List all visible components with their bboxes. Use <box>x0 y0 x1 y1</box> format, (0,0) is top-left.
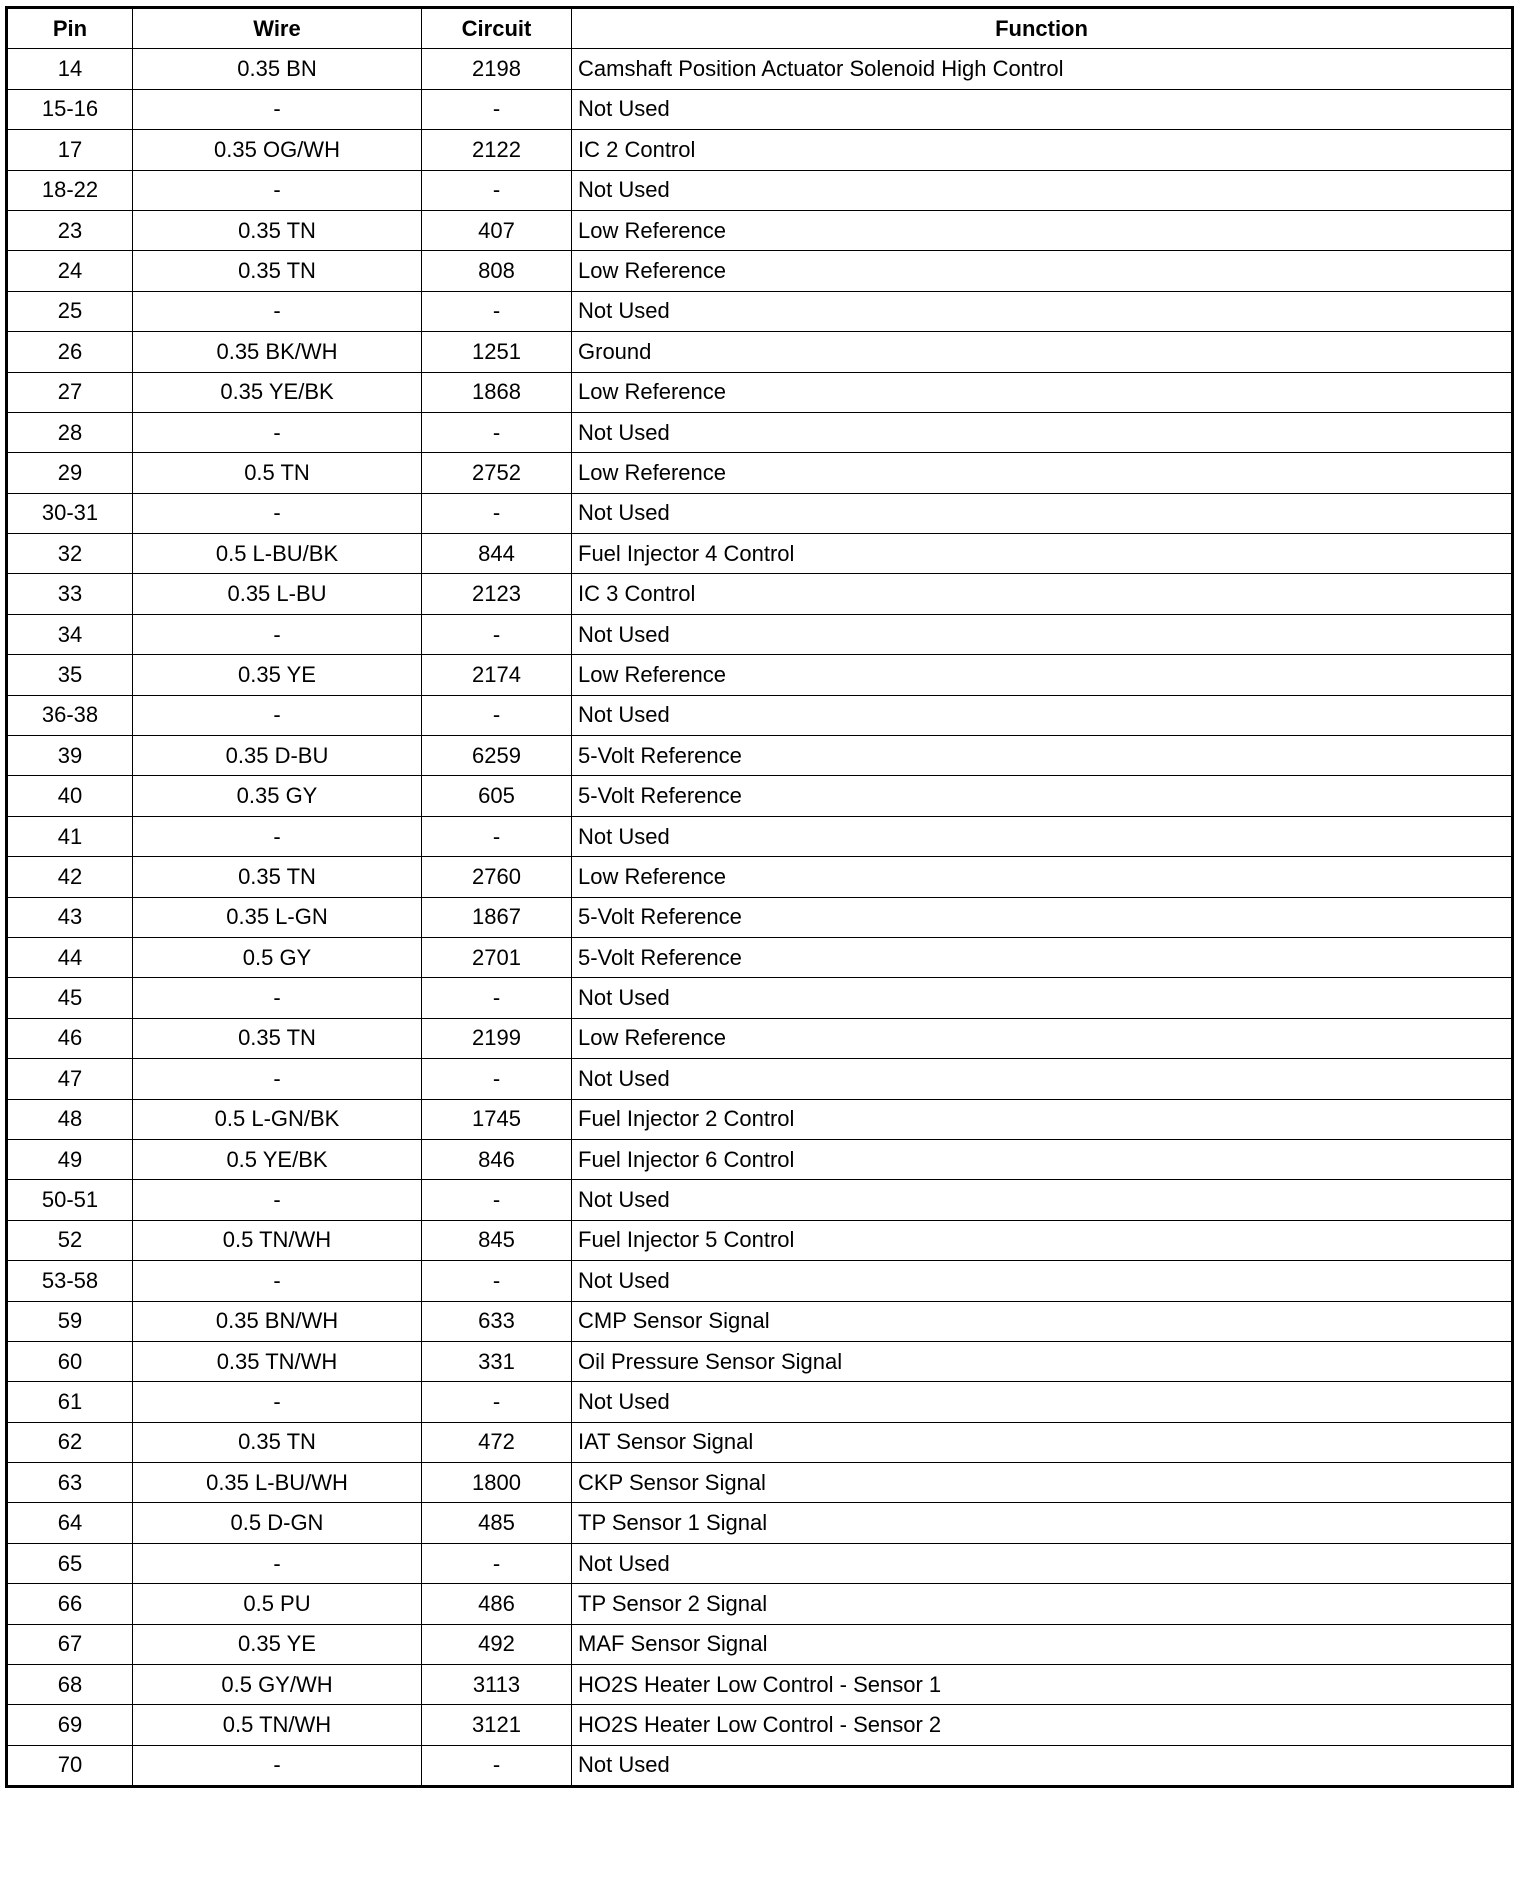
function-cell: HO2S Heater Low Control - Sensor 2 <box>572 1705 1513 1745</box>
wire-cell: 0.35 TN <box>133 1018 422 1058</box>
pin-cell: 67 <box>7 1624 133 1664</box>
pin-cell: 70 <box>7 1745 133 1786</box>
table-row <box>7 372 1513 412</box>
circuit-cell: 1251 <box>422 332 572 372</box>
pin-cell: 25 <box>7 291 133 331</box>
pin-cell: 18-22 <box>7 170 133 210</box>
table-row <box>7 1463 1513 1503</box>
table-row <box>7 857 1513 897</box>
table-row <box>7 816 1513 856</box>
table-row <box>7 1745 1513 1786</box>
pin-cell: 53-58 <box>7 1261 133 1301</box>
wire-cell: 0.35 TN <box>133 210 422 250</box>
circuit-cell: 485 <box>422 1503 572 1543</box>
pin-cell: 63 <box>7 1463 133 1503</box>
function-cell: Fuel Injector 5 Control <box>572 1220 1513 1260</box>
wire-cell: 0.35 L-GN <box>133 897 422 937</box>
header-row <box>7 8 1513 49</box>
function-cell: HO2S Heater Low Control - Sensor 1 <box>572 1665 1513 1705</box>
function-cell: 5-Volt Reference <box>572 776 1513 816</box>
table-row <box>7 695 1513 735</box>
circuit-cell: - <box>422 1543 572 1583</box>
wire-cell: - <box>133 1382 422 1422</box>
table-row <box>7 937 1513 977</box>
function-cell: Not Used <box>572 89 1513 129</box>
wire-cell: - <box>133 1180 422 1220</box>
table-row <box>7 1624 1513 1664</box>
wire-cell: - <box>133 614 422 654</box>
pin-cell: 41 <box>7 816 133 856</box>
function-cell: CMP Sensor Signal <box>572 1301 1513 1341</box>
wire-cell: - <box>133 1543 422 1583</box>
wire-cell: 0.5 GY <box>133 937 422 977</box>
table-row <box>7 1139 1513 1179</box>
circuit-cell: - <box>422 1059 572 1099</box>
wire-cell: - <box>133 1745 422 1786</box>
table-row <box>7 1220 1513 1260</box>
table-row <box>7 1543 1513 1583</box>
function-cell: Not Used <box>572 1745 1513 1786</box>
pin-cell: 69 <box>7 1705 133 1745</box>
wire-cell: - <box>133 978 422 1018</box>
wire-cell: 0.5 TN/WH <box>133 1220 422 1260</box>
wire-cell: 0.5 TN <box>133 453 422 493</box>
pin-cell: 39 <box>7 736 133 776</box>
circuit-cell: - <box>422 816 572 856</box>
circuit-cell: 2760 <box>422 857 572 897</box>
pin-cell: 42 <box>7 857 133 897</box>
wire-cell: 0.5 TN/WH <box>133 1705 422 1745</box>
circuit-cell: 845 <box>422 1220 572 1260</box>
function-cell: IC 2 Control <box>572 130 1513 170</box>
pin-cell: 35 <box>7 655 133 695</box>
function-cell: 5-Volt Reference <box>572 897 1513 937</box>
table-row <box>7 1503 1513 1543</box>
circuit-cell: 6259 <box>422 736 572 776</box>
wire-cell: 0.35 BN/WH <box>133 1301 422 1341</box>
pin-cell: 59 <box>7 1301 133 1341</box>
wire-cell: 0.35 YE/BK <box>133 372 422 412</box>
circuit-cell: 2122 <box>422 130 572 170</box>
function-cell: Not Used <box>572 170 1513 210</box>
function-cell: Not Used <box>572 1059 1513 1099</box>
circuit-cell: - <box>422 1382 572 1422</box>
header-circuit: Circuit <box>422 8 572 49</box>
pin-cell: 60 <box>7 1341 133 1381</box>
table-row <box>7 1584 1513 1624</box>
table-row <box>7 655 1513 695</box>
function-cell: IC 3 Control <box>572 574 1513 614</box>
function-cell: Not Used <box>572 1261 1513 1301</box>
wire-cell: 0.35 L-BU <box>133 574 422 614</box>
circuit-cell: 2174 <box>422 655 572 695</box>
function-cell: TP Sensor 1 Signal <box>572 1503 1513 1543</box>
table-row <box>7 453 1513 493</box>
pin-cell: 34 <box>7 614 133 654</box>
wire-cell: 0.35 GY <box>133 776 422 816</box>
pin-cell: 64 <box>7 1503 133 1543</box>
wire-cell: 0.35 BK/WH <box>133 332 422 372</box>
wire-cell: - <box>133 695 422 735</box>
wire-cell: 0.5 PU <box>133 1584 422 1624</box>
table-row <box>7 1261 1513 1301</box>
function-cell: Camshaft Position Actuator Solenoid High Control <box>572 49 1513 89</box>
pin-cell: 14 <box>7 49 133 89</box>
circuit-cell: 3121 <box>422 1705 572 1745</box>
circuit-cell: - <box>422 291 572 331</box>
wire-cell: 0.35 OG/WH <box>133 130 422 170</box>
pin-cell: 66 <box>7 1584 133 1624</box>
function-cell: Low Reference <box>572 453 1513 493</box>
circuit-cell: 486 <box>422 1584 572 1624</box>
circuit-cell: - <box>422 978 572 1018</box>
function-cell: IAT Sensor Signal <box>572 1422 1513 1462</box>
circuit-cell: 808 <box>422 251 572 291</box>
table-row <box>7 1422 1513 1462</box>
table-row <box>7 776 1513 816</box>
wire-cell: - <box>133 170 422 210</box>
table-row <box>7 534 1513 574</box>
pin-cell: 40 <box>7 776 133 816</box>
function-cell: Low Reference <box>572 251 1513 291</box>
function-cell: Not Used <box>572 614 1513 654</box>
circuit-cell: - <box>422 170 572 210</box>
table-row <box>7 49 1513 89</box>
pin-cell: 48 <box>7 1099 133 1139</box>
pin-cell: 46 <box>7 1018 133 1058</box>
table-row <box>7 130 1513 170</box>
function-cell: Not Used <box>572 291 1513 331</box>
table-row <box>7 251 1513 291</box>
wire-cell: - <box>133 493 422 533</box>
function-cell: Low Reference <box>572 372 1513 412</box>
circuit-cell: 1745 <box>422 1099 572 1139</box>
table-row <box>7 1059 1513 1099</box>
header-pin: Pin <box>7 8 133 49</box>
pin-cell: 45 <box>7 978 133 1018</box>
circuit-cell: 605 <box>422 776 572 816</box>
circuit-cell: 2199 <box>422 1018 572 1058</box>
circuit-cell: - <box>422 493 572 533</box>
pin-cell: 68 <box>7 1665 133 1705</box>
wire-cell: 0.35 D-BU <box>133 736 422 776</box>
circuit-cell: 1867 <box>422 897 572 937</box>
function-cell: TP Sensor 2 Signal <box>572 1584 1513 1624</box>
function-cell: Ground <box>572 332 1513 372</box>
table-row <box>7 332 1513 372</box>
circuit-cell: 3113 <box>422 1665 572 1705</box>
circuit-cell: 407 <box>422 210 572 250</box>
pin-cell: 26 <box>7 332 133 372</box>
table-row <box>7 574 1513 614</box>
wire-cell: - <box>133 816 422 856</box>
wire-cell: 0.35 TN <box>133 251 422 291</box>
pin-cell: 33 <box>7 574 133 614</box>
table-row <box>7 736 1513 776</box>
wire-cell: - <box>133 1261 422 1301</box>
circuit-cell: 331 <box>422 1341 572 1381</box>
function-cell: MAF Sensor Signal <box>572 1624 1513 1664</box>
table-row <box>7 1180 1513 1220</box>
pin-cell: 47 <box>7 1059 133 1099</box>
function-cell: Fuel Injector 2 Control <box>572 1099 1513 1139</box>
function-cell: Not Used <box>572 1180 1513 1220</box>
pinout-table <box>5 6 1514 1788</box>
pin-cell: 23 <box>7 210 133 250</box>
circuit-cell: - <box>422 412 572 452</box>
function-cell: Low Reference <box>572 857 1513 897</box>
circuit-cell: - <box>422 89 572 129</box>
function-cell: CKP Sensor Signal <box>572 1463 1513 1503</box>
table-row <box>7 493 1513 533</box>
pin-cell: 29 <box>7 453 133 493</box>
pin-cell: 36-38 <box>7 695 133 735</box>
circuit-cell: 2752 <box>422 453 572 493</box>
wire-cell: 0.35 L-BU/WH <box>133 1463 422 1503</box>
wire-cell: 0.5 GY/WH <box>133 1665 422 1705</box>
table-row <box>7 1341 1513 1381</box>
pin-cell: 49 <box>7 1139 133 1179</box>
pin-cell: 52 <box>7 1220 133 1260</box>
function-cell: Low Reference <box>572 1018 1513 1058</box>
circuit-cell: 633 <box>422 1301 572 1341</box>
pin-cell: 15-16 <box>7 89 133 129</box>
function-cell: Low Reference <box>572 210 1513 250</box>
table-row <box>7 1705 1513 1745</box>
table-row <box>7 1099 1513 1139</box>
function-cell: Fuel Injector 6 Control <box>572 1139 1513 1179</box>
wire-cell: 0.35 BN <box>133 49 422 89</box>
pin-cell: 62 <box>7 1422 133 1462</box>
function-cell: Not Used <box>572 412 1513 452</box>
table-row <box>7 170 1513 210</box>
circuit-cell: - <box>422 695 572 735</box>
wire-cell: 0.5 D-GN <box>133 1503 422 1543</box>
wire-cell: 0.35 TN <box>133 1422 422 1462</box>
table-row <box>7 978 1513 1018</box>
circuit-cell: 492 <box>422 1624 572 1664</box>
pin-cell: 61 <box>7 1382 133 1422</box>
circuit-cell: 2123 <box>422 574 572 614</box>
wire-cell: 0.35 TN <box>133 857 422 897</box>
circuit-cell: 1868 <box>422 372 572 412</box>
circuit-cell: - <box>422 1745 572 1786</box>
table-row <box>7 1382 1513 1422</box>
function-cell: Not Used <box>572 1382 1513 1422</box>
circuit-cell: - <box>422 614 572 654</box>
wire-cell: 0.35 YE <box>133 1624 422 1664</box>
pin-cell: 30-31 <box>7 493 133 533</box>
wire-cell: - <box>133 291 422 331</box>
function-cell: Oil Pressure Sensor Signal <box>572 1341 1513 1381</box>
table-row <box>7 897 1513 937</box>
circuit-cell: 2701 <box>422 937 572 977</box>
wire-cell: 0.5 L-BU/BK <box>133 534 422 574</box>
wire-cell: 0.35 YE <box>133 655 422 695</box>
circuit-cell: - <box>422 1261 572 1301</box>
function-cell: Fuel Injector 4 Control <box>572 534 1513 574</box>
wire-cell: - <box>133 412 422 452</box>
pin-cell: 28 <box>7 412 133 452</box>
table-row <box>7 89 1513 129</box>
pin-cell: 17 <box>7 130 133 170</box>
circuit-cell: 844 <box>422 534 572 574</box>
circuit-cell: 2198 <box>422 49 572 89</box>
function-cell: Low Reference <box>572 655 1513 695</box>
wire-cell: - <box>133 89 422 129</box>
circuit-cell: 472 <box>422 1422 572 1462</box>
table-row <box>7 210 1513 250</box>
circuit-cell: 1800 <box>422 1463 572 1503</box>
pin-cell: 27 <box>7 372 133 412</box>
function-cell: 5-Volt Reference <box>572 937 1513 977</box>
table-row <box>7 291 1513 331</box>
circuit-cell: 846 <box>422 1139 572 1179</box>
function-cell: Not Used <box>572 695 1513 735</box>
wire-cell: 0.35 TN/WH <box>133 1341 422 1381</box>
table-row <box>7 412 1513 452</box>
circuit-cell: - <box>422 1180 572 1220</box>
table-row <box>7 614 1513 654</box>
pin-cell: 43 <box>7 897 133 937</box>
table-row <box>7 1665 1513 1705</box>
table-row <box>7 1018 1513 1058</box>
function-cell: Not Used <box>572 1543 1513 1583</box>
function-cell: Not Used <box>572 978 1513 1018</box>
pin-cell: 65 <box>7 1543 133 1583</box>
pin-cell: 44 <box>7 937 133 977</box>
wire-cell: - <box>133 1059 422 1099</box>
pin-cell: 32 <box>7 534 133 574</box>
function-cell: 5-Volt Reference <box>572 736 1513 776</box>
header-wire: Wire <box>133 8 422 49</box>
function-cell: Not Used <box>572 816 1513 856</box>
wire-cell: 0.5 L-GN/BK <box>133 1099 422 1139</box>
wire-cell: 0.5 YE/BK <box>133 1139 422 1179</box>
header-function: Function <box>572 8 1513 49</box>
function-cell: Not Used <box>572 493 1513 533</box>
table-row <box>7 1301 1513 1341</box>
pin-cell: 24 <box>7 251 133 291</box>
pin-cell: 50-51 <box>7 1180 133 1220</box>
